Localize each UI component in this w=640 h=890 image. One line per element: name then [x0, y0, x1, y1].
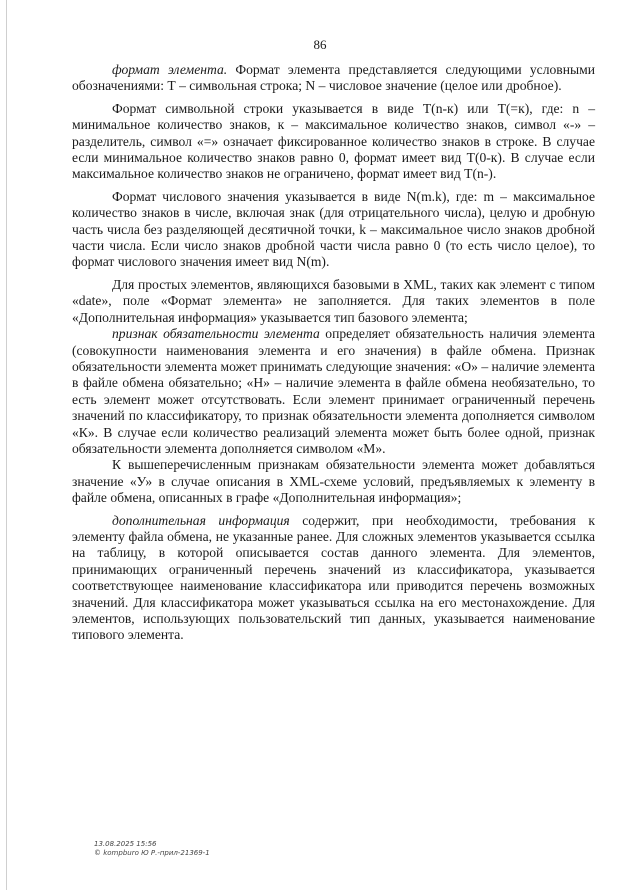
page-number: 86 — [313, 37, 327, 52]
document-body — [72, 62, 595, 650]
paragraph-text: содержит, при необходимости, требования к элементу файла обмена, не указанные ранее. Для сложных элементов указывается ссылка на таблицу, в которой описывается состав данного элемента. Для элементов, принимающих ограниченный перечень значений из классификатора, указывается соответствующее наименование классификатора или приводится перечень возможных значений. Для классификатора может указываться ссылка на его местонахождение. Для элементов, использующих пользовательский тип данных, указывается наименование типового элемента. — [72, 512, 595, 643]
paragraph-text: определяет обязательность наличия элемента (совокупности наименования элемента и его значения) в файле обмена. Признак обязательности элемента может принимать следующие значения: «О» – наличие элемента в файле обмена обязательно; «Н» – наличие элемента в файле обмена необязательно, то есть элемент может отсутствовать. Если элемент принимает ограниченный перечень значений по классификатору, то признак обязательности элемента дополняется символом «К». В случае если количество реализаций элемента может быть более одной, признак обязательности элемента дополняется символом «М». — [72, 326, 596, 456]
term-format: формат элемента. — [112, 62, 228, 77]
paragraph-text: Формат элемента представляется следующими условными обозначениями: Т – символьная строка; N – числовое значение (целое или дробное). — [72, 62, 595, 94]
paragraph-text: Формат символьной строки указывается в виде Т(n-к) или Т(=к), где: n – минимальное количество знаков, к – максимальное количество знаков, символ «-» – разделитель, символ «=» означает фиксированное количество знаков в строке. В случае если минимальное количество знаков равно 0, формат имеет вид Т(0-к). В случае если максимальное количество знаков не ограничено, формат имеет вид Т(n-). — [72, 100, 595, 182]
print-stamp — [94, 840, 210, 858]
paragraph-text: Формат числового значения указывается в виде N(m.k), где: m – максимальное количество знаков в числе, включая знак (для отрицательного числа), целую и дробную часть числа без разделяющей десятичной точки, k – максимальное число знаков дробной части числа. Если число знаков дробной части числа равно 0 (то есть число целое), то формат числового значения имеет вид N(m). — [72, 188, 595, 270]
paragraph-format-string — [72, 101, 595, 183]
paragraph-format-number — [72, 189, 595, 271]
term-obligation: признак обязательности элемента — [112, 326, 320, 342]
print-timestamp: 13.08.2025 15:56 — [94, 840, 157, 848]
paragraph-simple-elements — [72, 277, 595, 326]
paragraph-text: К вышеперечисленным признакам обязательности элемента может добавляться значение «У» в случае описания в XML-схеме условий, предъявляемых к элементу в файле обмена, описанных в графе «Дополнительная информация»; — [72, 457, 595, 506]
print-source: © kompburo Ю Р.-прил-21369-1 — [94, 849, 210, 857]
paragraph-obligation-u — [72, 457, 595, 506]
paragraph-format — [72, 62, 595, 95]
term-additional-info: дополнительная информация — [112, 512, 290, 528]
paragraph-text: Для простых элементов, являющихся базовыми в XML, таких как элемент с типом «date», поле «Формат элемента» не заполняется. Для таких элементов в поле «Дополнительная информация» указывается тип базового элемента; — [72, 276, 595, 325]
scan-edge — [6, 0, 7, 890]
paragraph-additional-info — [72, 513, 595, 644]
paragraph-obligation — [72, 326, 595, 457]
